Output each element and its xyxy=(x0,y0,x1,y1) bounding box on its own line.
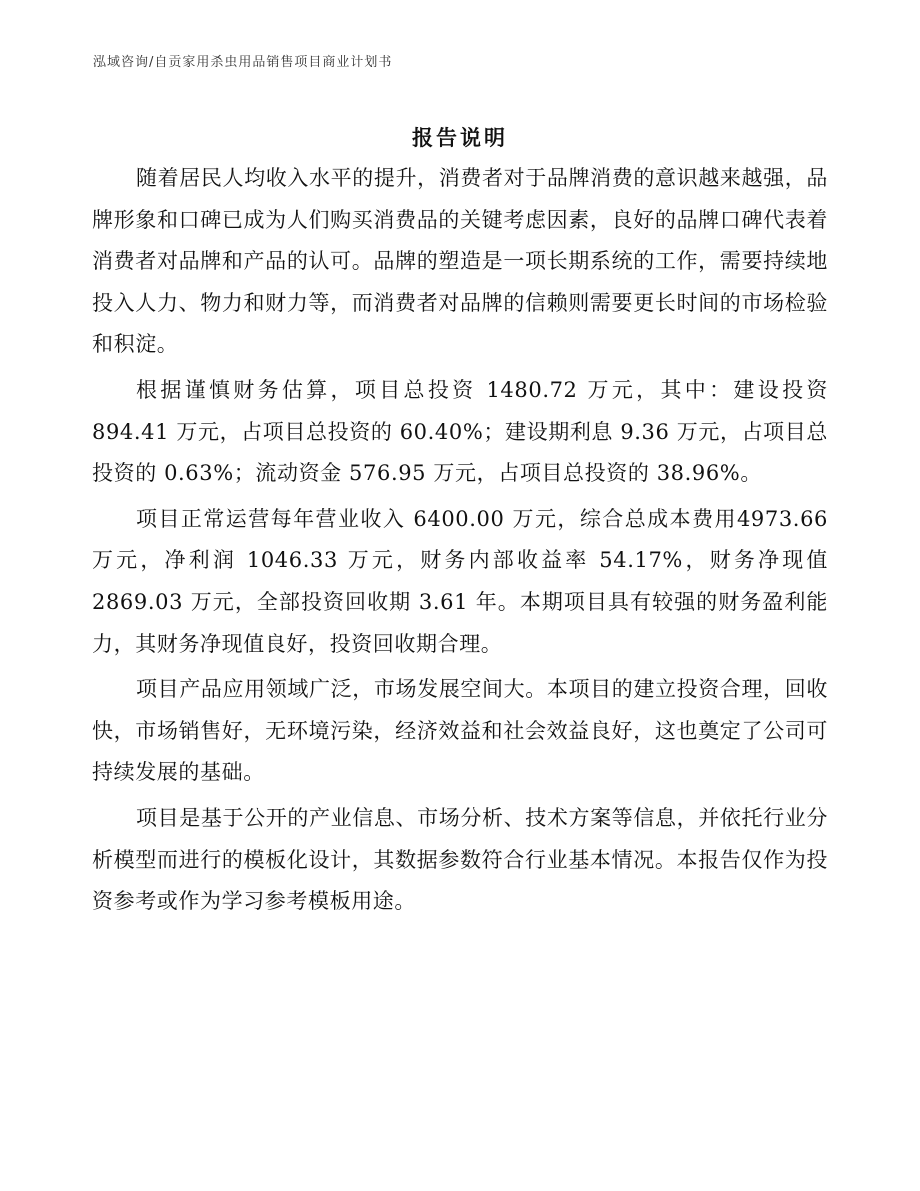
paragraph-brand-awareness: 随着居民人均收入水平的提升，消费者对于品牌消费的意识越来越强，品牌形象和口碑已成为人们购买消费品的关键考虑因素，良好的品牌口碑代表着消费者对品牌和产品的认可。品牌的塑造是一项长期系统的工作，需要持续地投入人力、物力和财力等，而消费者对品牌的信赖则需要更长时间的市场检验和积淀。 xyxy=(92,166,828,357)
paragraph-investment-estimate: 根据谨慎财务估算，项目总投资 1480.72 万元，其中：建设投资894.41 万元，占项目总投资的 60.40%；建设期利息 9.36 万元，占项目总投资的 0.63%；流动资金 576.95 万元，占项目总投资的 38.96%。 xyxy=(92,377,828,486)
running-header: 泓域咨询/自贡家用杀虫用品销售项目商业计划书 xyxy=(93,55,393,70)
page-title: 报告说明 xyxy=(412,126,508,150)
document-body xyxy=(92,158,828,923)
paragraph-disclaimer: 项目是基于公开的产业信息、市场分析、技术方案等信息，并依托行业分析模型而进行的模板化设计，其数据参数符合行业基本情况。本报告仅作为投资参考或作为学习参考模板用途。 xyxy=(92,805,828,914)
paragraph-market-outlook: 项目产品应用领域广泛，市场发展空间大。本项目的建立投资合理，回收快，市场销售好，无环境污染，经济效益和社会效益良好，这也奠定了公司可持续发展的基础。 xyxy=(92,677,828,785)
paragraph-operating-returns: 项目正常运营每年营业收入 6400.00 万元，综合总成本费用4973.66 万元，净利润 1046.33 万元，财务内部收益率 54.17%，财务净现值 2869.03 万元，全部投资回收期 3.61 年。本期项目具有较强的财务盈利能力，其财务净现值良好，投资回收期合理。 xyxy=(92,506,828,656)
